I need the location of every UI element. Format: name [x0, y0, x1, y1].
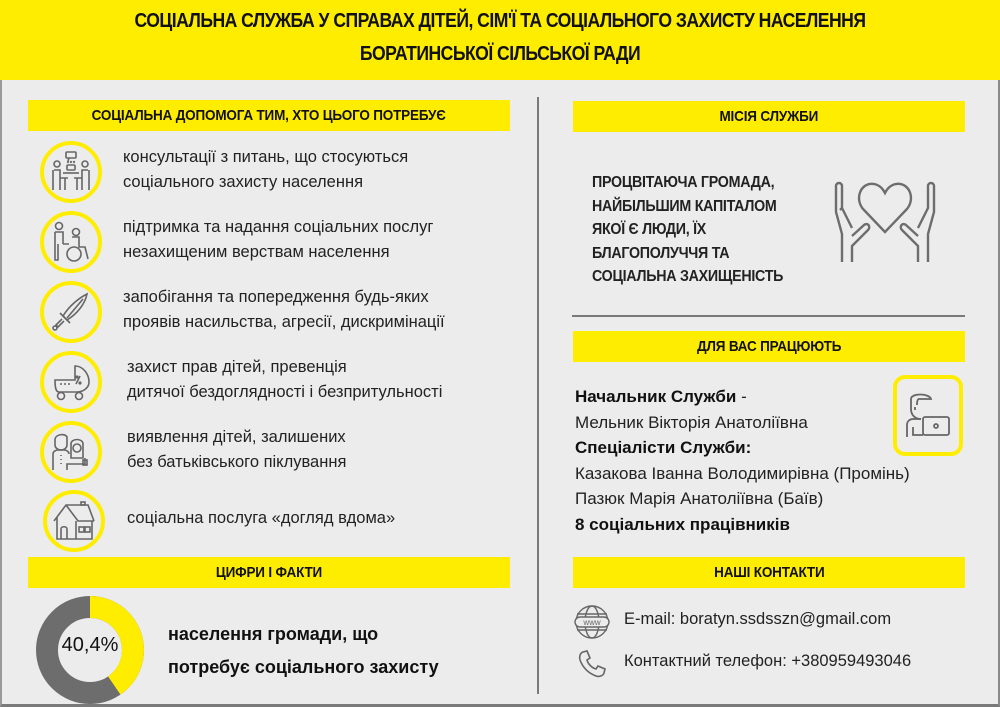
mission-line: ЯКОЇ Є ЛЮДИ, ЇХ: [592, 221, 707, 238]
worker-laptop-icon: [893, 375, 963, 456]
page-header: [0, 0, 1000, 80]
fact-line: населення громади, що: [168, 624, 379, 644]
service-line: дитячої бездоглядності і безпритульності: [127, 383, 443, 401]
specialist-name: Казакова Іванна Володимирівна (Промінь): [575, 463, 910, 483]
column-divider: [537, 97, 539, 694]
services-section-header: [28, 100, 510, 131]
service-line: соціальна послуга «догляд вдома»: [127, 509, 396, 527]
hands-heart-icon: [830, 172, 940, 267]
specialists-label: Спеціалісти Служби:: [575, 438, 752, 457]
mission-line: ПРОЦВІТАЮЧА ГРОМАДА,: [592, 174, 775, 191]
service-line: консультації з питань, що стосуються: [123, 148, 409, 166]
workers-count: 8 соціальних працівників: [575, 514, 790, 534]
mission-section-header: [573, 101, 965, 132]
service-item-orphans: [0, 421, 520, 485]
house-icon: [43, 490, 105, 552]
phone-text[interactable]: Контактний телефон: +380959493046: [624, 652, 912, 670]
service-item-home-care: [0, 490, 520, 554]
service-item-consultation: [0, 141, 520, 205]
sword-icon: [40, 281, 102, 343]
mission-section-title: МІСІЯ СЛУЖБИ: [719, 108, 819, 125]
service-item-child-rights: [0, 351, 520, 415]
service-line: виявлення дітей, залишених: [127, 428, 346, 446]
email-text[interactable]: E-mail: boratyn.ssdsszn@gmail.com: [624, 610, 892, 628]
staff-section-header: [573, 331, 965, 362]
services-section-title: СОЦІАЛЬНА ДОПОМОГА ТИМ, ХТО ЦЬОГО ПОТРЕБУЄ: [92, 107, 446, 124]
service-text: [127, 425, 346, 475]
service-item-violence-prevention: [0, 281, 520, 345]
fact-description: [168, 618, 439, 684]
fact-line: потребує соціального захисту: [168, 657, 439, 677]
contacts-section-title: НАШІ КОНТАКТИ: [713, 564, 825, 581]
facts-section-header: [28, 557, 510, 588]
service-line: підтримка та надання соціальних послуг: [123, 218, 434, 236]
baby-stroller-icon: [40, 351, 102, 413]
contact-email: [570, 604, 970, 640]
contact-phone: [570, 646, 970, 682]
specialist-name: Пазюк Марія Анатоліївна (Баїв): [575, 489, 824, 508]
service-text: [123, 215, 433, 265]
service-line: проявів насильства, агресії, дискримінації: [123, 313, 445, 331]
head-name: Мельник Вікторія Анатоліївна: [575, 412, 808, 432]
page-title-line1: СОЦІАЛЬНА СЛУЖБА У СПРАВАХ ДІТЕЙ, СІМ'Ї ТА СОЦІАЛЬНОГО ЗАХИСТУ НАСЕЛЕННЯ: [134, 10, 866, 32]
contacts-section-header: [573, 557, 965, 588]
service-line: захист прав дітей, превенція: [127, 358, 347, 376]
service-line: без батьківського піклування: [127, 453, 347, 471]
mission-line: НАЙБІЛЬШИМ КАПІТАЛОМ: [592, 197, 777, 215]
page-title-line2: БОРАТИНСЬКОЇ СІЛЬСЬКОЇ РАДИ: [359, 43, 641, 65]
parent-child-icon: [40, 421, 102, 483]
service-line: запобігання та попередження будь-яких: [123, 288, 429, 306]
staff-list: [575, 384, 910, 537]
service-text: [123, 285, 445, 335]
consultation-icon: [40, 141, 102, 203]
wheelchair-support-icon: [40, 211, 102, 273]
service-text: [127, 355, 442, 405]
phone-icon: [570, 646, 614, 682]
head-dash: -: [736, 387, 747, 406]
service-text: [127, 506, 395, 531]
mission-line: БЛАГОПОЛУЧЧЯ ТА: [592, 244, 730, 262]
service-item-support: [0, 211, 520, 275]
service-line: соціального захисту населення: [123, 173, 363, 191]
mission-line: СОЦІАЛЬНА ЗАХИЩЕНІСТЬ: [592, 268, 784, 285]
svg-text:www: www: [583, 618, 601, 627]
facts-section-title: ЦИФРИ І ФАКТИ: [215, 564, 323, 581]
service-line: незахищеним верствам населення: [123, 243, 390, 261]
service-text: [123, 145, 408, 195]
mission-statement: [592, 171, 783, 289]
globe-www-icon: [570, 604, 614, 640]
section-divider: [572, 315, 965, 317]
staff-section-title: ДЛЯ ВАС ПРАЦЮЮТЬ: [696, 338, 842, 355]
head-label: Начальник Служби: [575, 387, 737, 406]
donut-center-value: 40,4%: [61, 634, 119, 656]
